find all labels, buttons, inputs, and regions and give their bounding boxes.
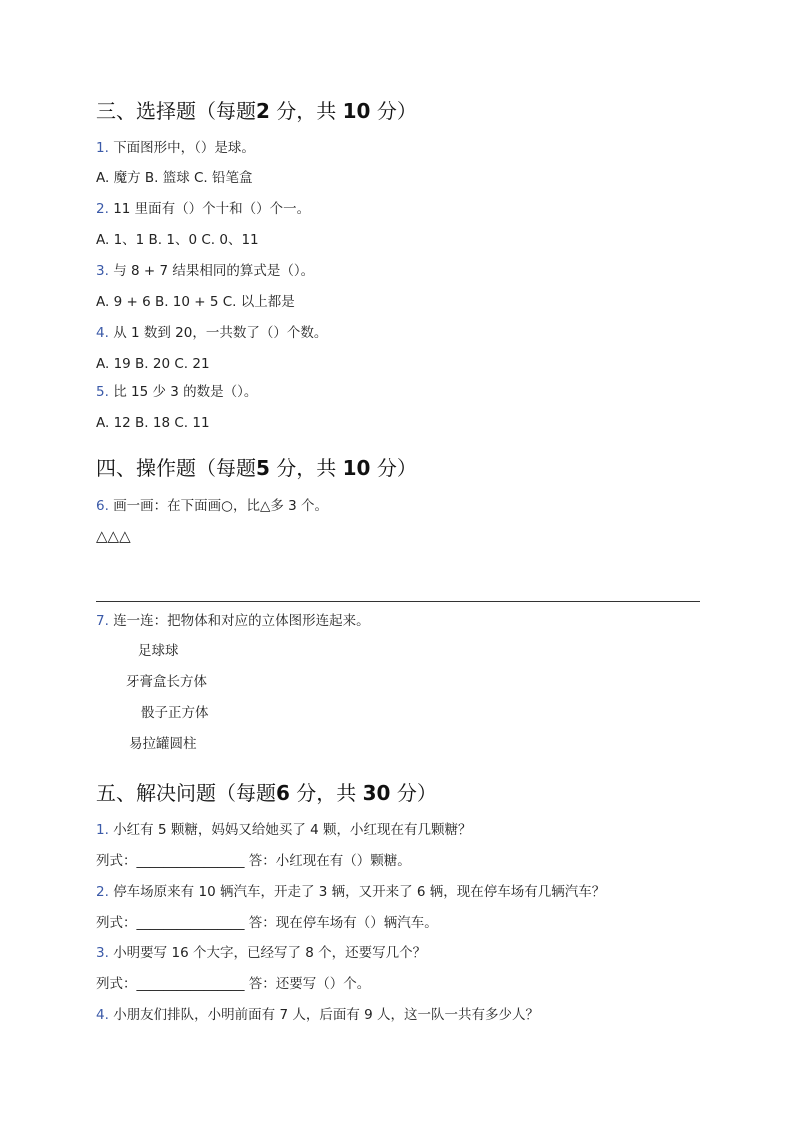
question-2: 2. 11 里面有（）个十和（）个一。 — [96, 201, 311, 217]
question-5: 5. 比 15 少 3 的数是（）。 — [96, 384, 258, 400]
question-1: 1. 下面图形中，（）是球。 — [96, 140, 255, 156]
question-3-options: A. 9 + 6 B. 10 + 5 C. 以上都是 — [96, 294, 295, 310]
problem-2: 2. 停车场原来有 10 辆汽车，开走了 3 辆，又开来了 6 辆，现在停车场有几辆汽车？ — [96, 884, 606, 900]
question-7: 7. 连一连：把物体和对应的立体图形连起来。 — [96, 613, 370, 629]
question-5-options: A. 12 B. 18 C. 11 — [96, 415, 210, 431]
question-4-options: A. 19 B. 20 C. 21 — [96, 356, 210, 372]
problem-1: 1. 小红有 5 颗糖，妈妈又给她买了 4 颗，小红现在有几颗糖？ — [96, 822, 472, 838]
problem-2-answer-line: 列式：________________ 答：现在停车场有（）辆汽车。 — [96, 915, 438, 931]
match-item-can: 易拉罐圆柱 — [129, 736, 197, 752]
match-item-football: 足球球 — [138, 643, 179, 659]
question-4: 4. 从 1 数到 20，一共数了（）个数。 — [96, 325, 328, 341]
question-1-options: A. 魔方 B. 篮球 C. 铅笔盒 — [96, 170, 253, 186]
problem-3-answer-line: 列式：________________ 答：还要写（）个。 — [96, 976, 371, 992]
question-3: 3. 与 8 + 7 结果相同的算式是（）。 — [96, 263, 315, 279]
problem-1-answer-line: 列式：________________ 答：小红现在有（）颗糖。 — [96, 853, 411, 869]
problem-3: 3. 小明要写 16 个大字，已经写了 8 个，还要写几个？ — [96, 945, 427, 961]
section3-heading: 三、选择题（每题2 分，共 10 分） — [96, 99, 417, 123]
question-6: 6. 画一画：在下面画○，比△多 3 个。 — [96, 498, 329, 514]
question-2-options: A. 1、1 B. 1、0 C. 0、11 — [96, 232, 259, 248]
match-item-dice: 骰子正方体 — [141, 705, 209, 721]
triangles: △△△ — [96, 527, 131, 545]
match-item-toothpaste-box: 牙膏盒长方体 — [126, 674, 207, 690]
section5-heading: 五、解决问题（每题6 分，共 30 分） — [96, 781, 437, 805]
problem-4: 4. 小朋友们排队，小明前面有 7 人，后面有 9 人，这一队一共有多少人？ — [96, 1007, 540, 1023]
drawing-line — [96, 601, 700, 602]
section4-heading: 四、操作题（每题5 分，共 10 分） — [96, 456, 417, 480]
